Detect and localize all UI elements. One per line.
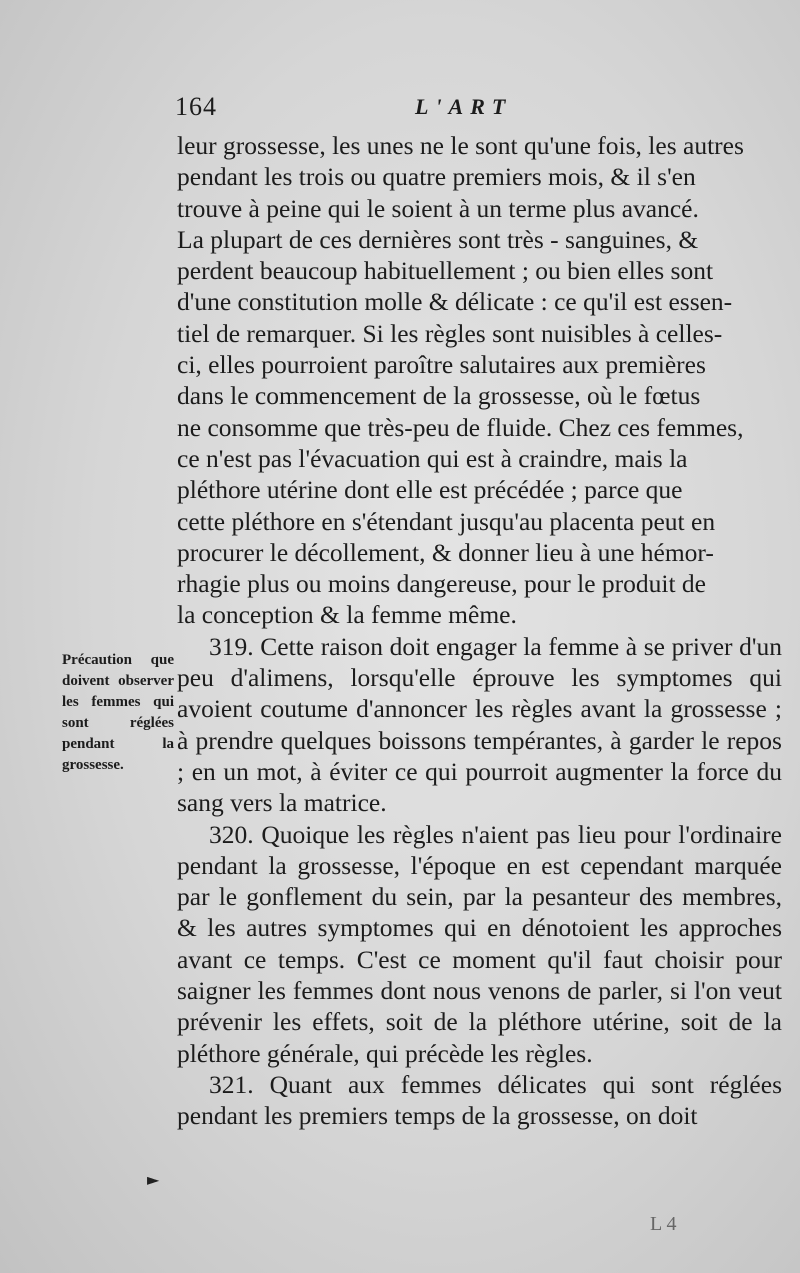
text-line: cette pléthore en s'étendant jusqu'au placenta peut en <box>177 506 716 536</box>
signature-mark: L 4 <box>650 1213 677 1235</box>
text-line: dans le commencement de la grossesse, où le fœtus <box>177 381 701 411</box>
text-line: rhagie plus ou moins dangereuse, pour le produit de <box>177 569 707 599</box>
printer-mark-icon: ► <box>147 1170 160 1189</box>
text-line: La plupart de ces dernières sont très - sanguines, & <box>177 224 699 254</box>
page-number: 164 <box>175 92 217 121</box>
paragraph-320: 320. Quoique les règles n'aient pas lieu pour l'ordinaire pendant la grossesse, l'époque en est cependant marquée par le gonflement du sein, par la pesanteur des membres, & les autres symptomes qui en dénotoient les approches avant ce temps. C'est ce moment qu'il faut choisir pour saigner les femmes dont nous venons de parler, si l'on veut prévenir les effets, soit de la pléthore utérine, soit de la pléthore générale, qui précède les règles. <box>177 819 782 1068</box>
text-line: leur grossesse, les unes ne le sont qu'une fois, les autres <box>177 131 744 160</box>
text-line: d'une constitution molle & délicate : ce qu'il est essen- <box>177 287 733 317</box>
text-line: ne consomme que très-peu de fluide. Chez ces femmes, <box>177 412 744 442</box>
text-line: pendant les trois ou quatre premiers mois, & il s'en <box>177 162 696 192</box>
paragraph-319: 319. Cette raison doit engager la femme à se priver d'un peu d'alimens, lorsqu'elle éprouve les symptomes qui avoient coutume d'annoncer les règles avant la grossesse ; à prendre quelques boissons tempérantes, à garder le repos ; en un mot, à éviter ce qui pourroit augmenter la force du sang vers la matrice. <box>177 631 782 818</box>
bleed-through-text <box>60 340 170 362</box>
text-line: perdent beaucoup habituellement ; ou bien elles sont <box>177 256 714 286</box>
text-line: la conception & la femme même. <box>177 600 517 630</box>
text-line: ce n'est pas l'évacuation qui est à craindre, mais la <box>177 443 688 473</box>
text-line: tiel de remarquer. Si les règles sont nuisibles à celles- <box>177 318 723 348</box>
text-line: trouve à peine qui le soient à un terme plus avancé. <box>177 193 699 223</box>
text-line: ci, elles pourroient paroître salutaires aux premières <box>177 350 706 380</box>
body-text <box>177 130 782 1132</box>
running-title: L'ART <box>415 94 513 119</box>
margin-note: Précaution que doivent observer les femmes qui sont réglées pendant la grossesse. <box>62 652 174 773</box>
text-line: procurer le décollement, & donner lieu à une hémor- <box>177 537 714 567</box>
page-header <box>175 92 785 128</box>
paragraph-continued <box>177 130 782 631</box>
paragraph-321: 321. Quant aux femmes délicates qui sont réglées pendant les premiers temps de la grossesse, on doit <box>177 1069 782 1131</box>
text-line: pléthore utérine dont elle est précédée ; parce que <box>177 475 683 505</box>
